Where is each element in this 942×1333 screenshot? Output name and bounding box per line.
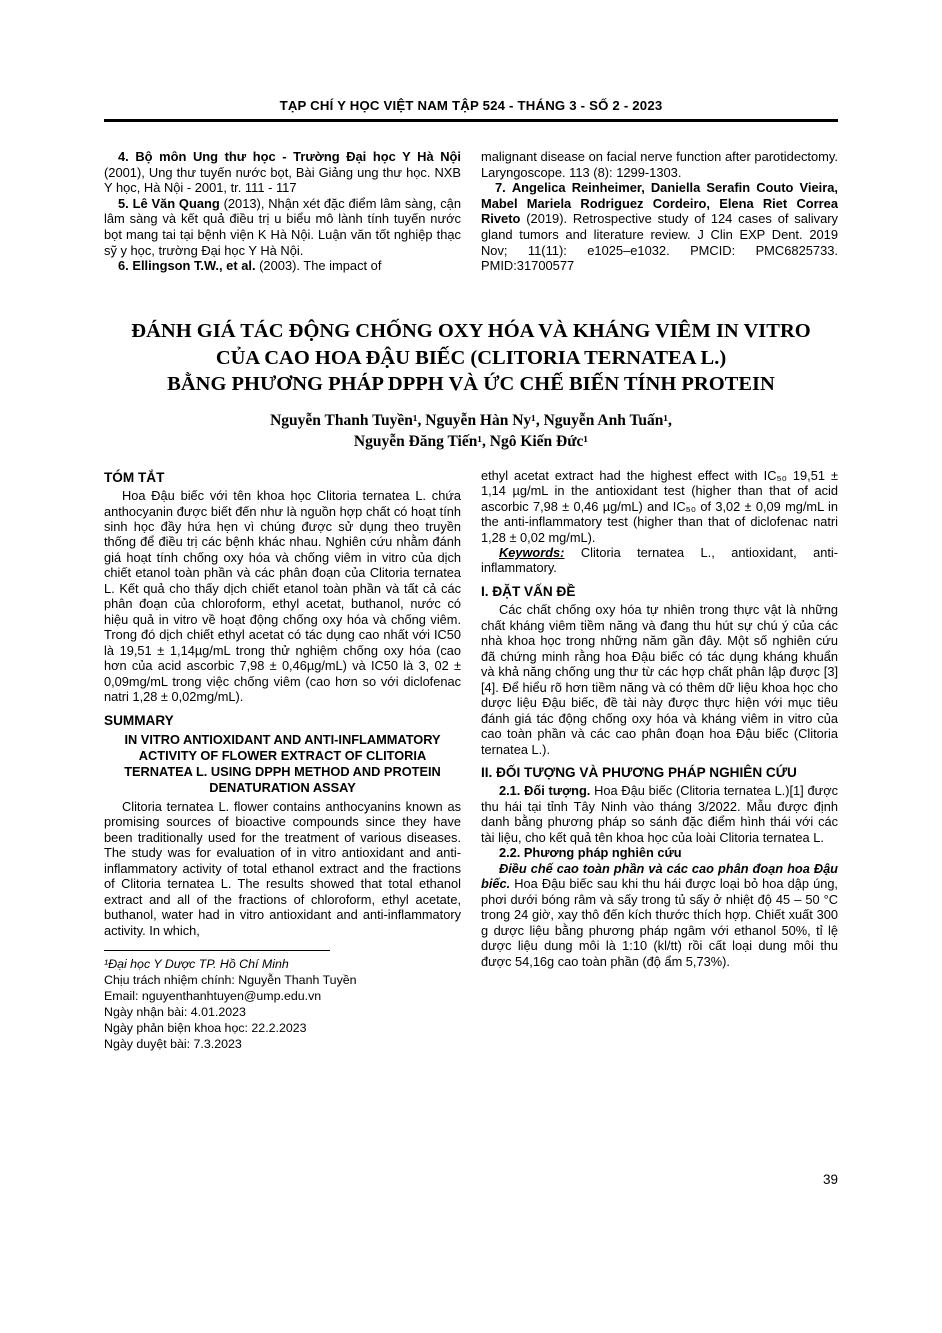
reference-item-7 <box>481 180 838 274</box>
section-2-heading: II. ĐỐI TƯỢNG VÀ PHƯƠNG PHÁP NGHIÊN CỨU <box>481 765 797 781</box>
authors-line-2: Nguyễn Đăng Tiến¹, Ngô Kiến Đức¹ <box>353 432 589 450</box>
keywords-list: Clitoria ternatea L., antioxidant, anti-inflammatory. <box>481 544 838 576</box>
authors-line-1: Nguyễn Thanh Tuyền¹, Nguyễn Hàn Ny¹, Nguyễn Anh Tuấn¹, <box>270 411 672 429</box>
references-right-column <box>481 149 838 274</box>
section-1-body: Các chất chống oxy hóa tự nhiên trong thực vật là những chất kháng viêm tiềm năng và đang thu hút sự chú ý của các nhà khoa học trong những năm gần đây. Một số nghiên cứu đã chứng minh rằng hoa Đậu biếc có tác dụng kháng khuẩn và khả năng chống ung thư từ các hợp chất phân lập được [3][4]. Để hiểu rõ hơn tiềm năng và có thêm dữ liệu khoa học cho dược liệu Đậu biếc, đề tài này được thực hiện với mục tiêu đánh giá tác động chống oxy hóa và kháng viêm in vitro của cao toàn phần và các cao phân đoạn hoa Đậu biếc (Clitoria ternatea L.). <box>481 602 838 757</box>
footnote-accepted-date: Ngày duyệt bài: 7.3.2023 <box>104 1036 242 1051</box>
section-2-1-label: 2.1. Đối tượng. <box>499 783 591 799</box>
summary-english-title: IN VITRO ANTIOXIDANT AND ANTI-INFLAMMATORY ACTIVITY OF FLOWER EXTRACT OF CLITORIA TERNATEA L. USING DPPH METHOD AND PROTEIN DENATURATION ASSAY <box>124 732 441 796</box>
page-number: 39 <box>822 1172 838 1187</box>
reference-text: (2019). Retrospective study of 124 cases of salivary gland tumors and literature review. J Clin EXP Dent. 2019 Nov; 11(11): e1025–e1032. PMCID: PMC6825733. PMID:31700577 <box>481 211 838 274</box>
reference-number: 5. <box>118 195 129 211</box>
article-title-line-3: BẰNG PHƯƠNG PHÁP DPPH VÀ ỨC CHẾ BIẾN TÍNH PROTEIN <box>167 373 775 396</box>
section-2-2-heading: 2.2. Phương pháp nghiên cứu <box>499 845 682 861</box>
left-column <box>104 468 461 1053</box>
references-section <box>104 149 838 274</box>
article-title <box>104 318 838 398</box>
reference-authors: Angelica Reinheimer, Daniella Serafin Couto Vieira, Mabel Mariela Rodriguez Cordeiro, Elena Riet Correa Riveto <box>481 180 838 227</box>
section-2-2-body: Hoa Đậu biếc sau khi thu hái được loại bỏ hoa dập úng, phơi dưới bóng râm và sấy trong tủ sấy ở nhiệt độ 45 – 50 °C trong 24 giờ, xay thô đến kích thước thích hợp. Chiết xuất 300 g dược liệu bằng phương pháp ngâm với ethanol 50%, tỉ lệ dược liệu dung môi là 1:10 (kl/tt) rồi cất loại dung môi thu được 54,16g cao toàn phần (độ ẩm 5,73%). <box>481 876 838 969</box>
footnote-received-date: Ngày nhận bài: 4.01.2023 <box>104 1004 246 1019</box>
reference-authors: Ellingson T.W., et al. <box>132 258 256 274</box>
reference-item-6-continuation: malignant disease on facial nerve function after parotidectomy. Laryngoscope. 113 (8): 1299-1303. <box>481 149 838 180</box>
right-column <box>481 468 838 1053</box>
footnote-block <box>104 950 461 1052</box>
section-2-2-lead: Điều chế cao toàn phần và các cao phân đoạn hoa Đậu biếc. <box>481 860 838 892</box>
keywords-label: Keywords: <box>499 544 565 560</box>
article-body <box>104 468 838 1053</box>
section-1-heading: I. ĐẶT VẤN ĐỀ <box>481 583 576 599</box>
reference-number: 7. <box>495 180 506 196</box>
section-2-2-paragraph <box>481 861 838 969</box>
reference-text: (2003). The impact of <box>255 258 382 274</box>
summary-heading: SUMMARY <box>104 712 174 728</box>
reference-authors: Lê Văn Quang <box>132 195 220 211</box>
summary-body-left: Clitoria ternatea L. flower contains anthocyanins known as promising sources of bioactive compounds since they have been traditionally used for the treatment of various diseases. The study was for evaluation of in vitro antioxidant and anti-inflammatory activity of total ethanol extract and the fractions of Clitoria ternatea L. The results showed that total ethanol extract and all of the fractions of chloroform, ethyl acetate, buthanol, water had in vitro antioxidant and anti-inflammatory activity. In which, <box>104 799 461 938</box>
reference-text: (2001), Ung thư tuyến nước bọt, Bài Giảng ung thư học. NXB Y học, Hà Nội - 2001, tr. 111 - 117 <box>104 164 461 196</box>
footnote-rule <box>104 950 330 951</box>
section-2-1-body: Hoa Đậu biếc (Clitoria ternatea L.)[1] được thu hái tại tỉnh Tây Ninh vào tháng 3/2022. Mẫu được định danh bằng phương pháp so sánh đặc điểm hình thái với các tài liệu, cho kết quả tên khoa học của loài Clitoria ternatea L. <box>481 783 838 845</box>
abstract-vi-body: Hoa Đậu biếc với tên khoa học Clitoria ternatea L. chứa anthocyanin được biết đến như là nguồn hợp chất có hoạt tính sinh học đầy hứa hẹn vì chúng được sử dụng theo truyền thống để điều trị các bệnh khác nhau. Nghiên cứu nhằm đánh giá hoạt tính chống oxy hóa và chống viêm in vitro của dịch chiết etanol toàn phần và các phân đoạn của Clitoria ternatea L. Kết quả cho thấy dịch chiết etanol toàn phần và tất cả các phân đoạn của chloroform, ethyl acetat, buthanol, nước có hiệu quả in vitro về hoạt động chống oxy hóa và chống viêm. Trong đó dịch chiết ethyl acetat có tác dụng cao nhất với IC50 là 19,51 ± 1,14µg/mL trong thử nghiệm chống oxy hóa (cao hơn của acid ascorbic 7,98 ± 0,46µg/mL) và IC50 là 3, 02 ± 0,09mg/mL trong việc chống viêm (cao hơn so với diclofenac natri 1,28 ± 0,02mg/mL). <box>104 488 461 705</box>
reference-number: 6. <box>118 258 129 274</box>
article-title-line-1: ĐÁNH GIÁ TÁC ĐỘNG CHỐNG OXY HÓA VÀ KHÁNG VIÊM IN VITRO <box>131 319 811 342</box>
section-2-1-paragraph <box>481 783 838 845</box>
journal-header <box>104 98 838 122</box>
footnote-email: Email: nguyenthanhtuyen@ump.edu.vn <box>104 988 322 1003</box>
article-title-line-2: CỦA CAO HOA ĐẬU BIẾC (CLITORIA TERNATEA L.) <box>215 346 727 369</box>
article-authors <box>104 411 838 453</box>
reference-number: 4. <box>118 149 129 164</box>
summary-body-right: ethyl acetat extract had the highest effect with IC₅₀ 19,51 ± 1,14 µg/mL in the antioxidant test (higher than that of acid ascorbic 7,98 ± 0,46 µg/mL) and IC₅₀ of 3,02 ± 0,09 mg/mL in the anti-inflammatory test (higher than that of diclofenac natri 1,28 ± 0,02 mg/mL). <box>481 467 838 545</box>
reference-item-4 <box>104 149 461 196</box>
references-left-column <box>104 149 461 274</box>
keywords-line <box>481 545 838 576</box>
abstract-vi-heading: TÓM TẮT <box>104 469 165 485</box>
journal-header-title: TẠP CHÍ Y HỌC VIỆT NAM TẬP 524 - THÁNG 3 - SỐ 2 - 2023 <box>279 98 663 113</box>
reference-text: (2013), Nhận xét đặc điểm lâm sàng, cận lâm sàng và kết quả điều trị u biểu mô lành tính tuyến nước bọt mang tai tại bệnh viện K Hà Nội. Luận văn tốt nghiệp thạc sỹ y học, trường Đại học Y Hà Nội. <box>104 195 461 258</box>
reference-item-6 <box>104 258 461 274</box>
footnote-reviewed-date: Ngày phản biện khoa học: 22.2.2023 <box>104 1020 307 1035</box>
reference-item-5 <box>104 196 461 258</box>
footnote-affiliation: ¹Đại học Y Dược TP. Hồ Chí Minh <box>104 957 289 972</box>
footnote-corresponding-author: Chịu trách nhiệm chính: Nguyễn Thanh Tuyền <box>104 973 357 988</box>
reference-authors: Bộ môn Ung thư học - Trường Đại học Y Hà Nội <box>135 149 461 164</box>
